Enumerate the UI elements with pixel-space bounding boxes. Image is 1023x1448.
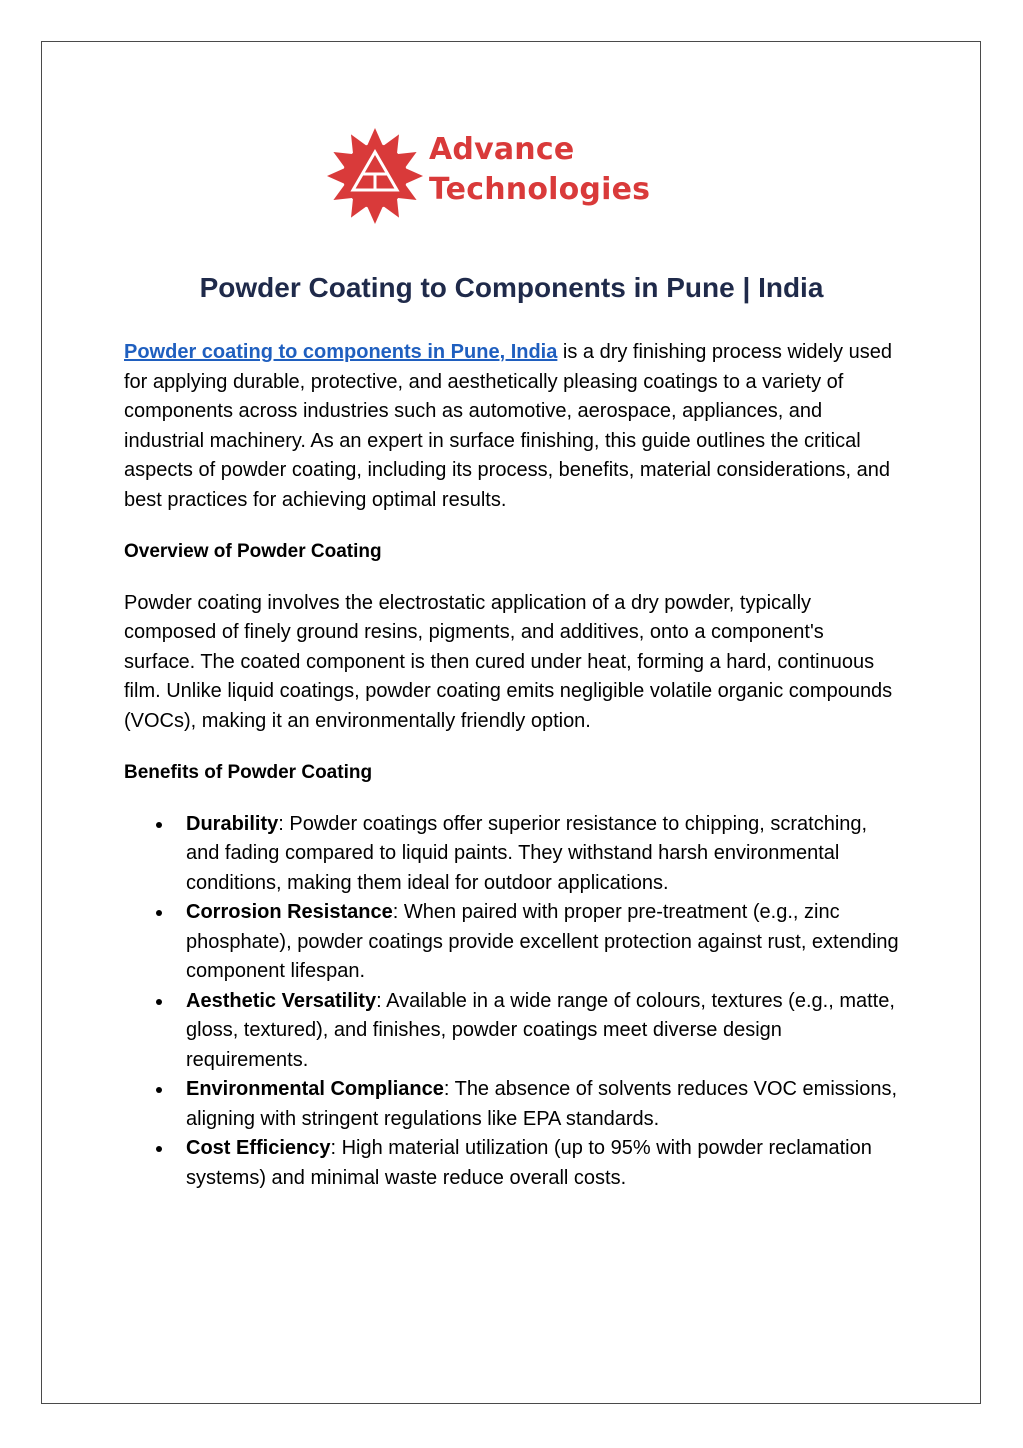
benefit-term: Environmental Compliance <box>186 1078 444 1100</box>
benefit-text: : Available in a wide range of colours, textures (e.g., matte, gloss, textured), and finishes, powder coatings meet diverse design requirements. <box>186 989 895 1071</box>
list-item <box>186 810 899 899</box>
benefits-heading: Benefits of Powder Coating <box>124 762 373 783</box>
article-body <box>124 338 899 1193</box>
list-item <box>186 987 899 1076</box>
logo-line-2: Technologies <box>429 172 651 207</box>
logo-line-1: Advance <box>429 132 575 167</box>
benefit-term: Durability <box>186 812 279 835</box>
benefit-text: : When paired with proper pre-treatment (e.g., zinc phosphate), powder coatings provide excellent protection against rust, extending component lifespan. <box>186 901 899 982</box>
intro-link[interactable]: Powder coating to components in Pune, India <box>124 341 558 363</box>
company-logo <box>325 126 695 226</box>
benefit-text: : The absence of solvents reduces VOC emissions, aligning with stringent regulations like EPA standards. <box>186 1078 898 1130</box>
benefit-text: : Powder coatings offer superior resistance to chipping, scratching, and fading compared to liquid paints. They withstand harsh environmental conditions, making them ideal for outdoor applications. <box>186 812 868 894</box>
list-item <box>186 898 899 987</box>
overview-heading: Overview of Powder Coating <box>124 541 382 562</box>
benefit-term: Aesthetic Versatility <box>186 989 377 1012</box>
overview-paragraph: Powder coating involves the electrostatic application of a dry powder, typically composed of finely ground resins, pigments, and additives, onto a component's surface. The coated component is then cured under heat, forming a hard, continuous film. Unlike liquid coatings, powder coating emits negligible volatile organic compounds (VOCs), making it an environmentally friendly option. <box>124 591 893 732</box>
benefit-term: Cost Efficiency <box>186 1137 331 1159</box>
intro-paragraph <box>124 338 899 515</box>
list-item <box>186 1075 899 1134</box>
gear-arrow-logo-icon <box>325 126 425 226</box>
benefit-term: Corrosion Resistance <box>186 901 393 923</box>
benefit-text: : High material utilization (up to 95% with powder reclamation systems) and minimal waste reduce overall costs. <box>186 1137 872 1189</box>
benefits-list <box>124 810 899 1194</box>
intro-text: is a dry finishing process widely used for applying durable, protective, and aesthetically pleasing coatings to a variety of components across industries such as automotive, aerospace, appliances, and industrial machinery. As an expert in surface finishing, this guide outlines the critical aspects of powder coating, including its process, benefits, material considerations, and best practices for achieving optimal results. <box>124 341 892 511</box>
logo-wordmark <box>429 130 650 210</box>
list-item <box>186 1134 899 1193</box>
page-title: Powder Coating to Components in Pune | India <box>199 272 824 303</box>
